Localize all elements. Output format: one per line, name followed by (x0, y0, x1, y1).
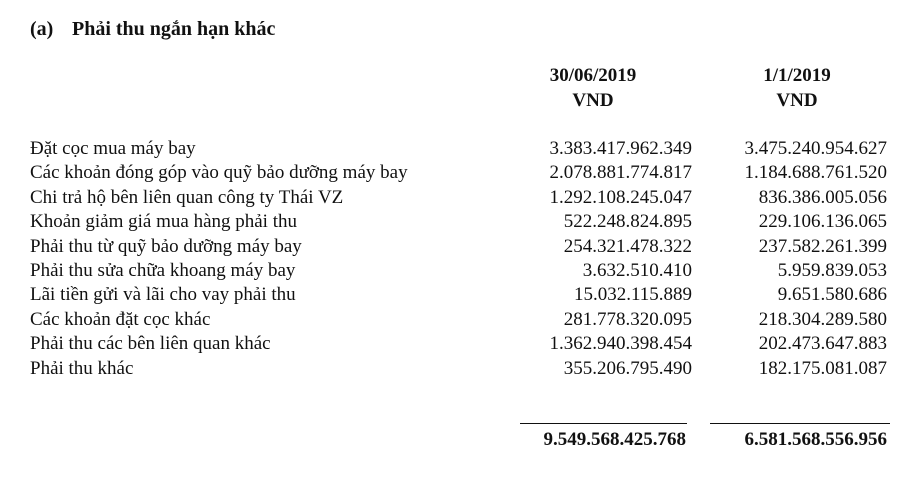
row-value-prior: 5.959.839.053 (777, 259, 887, 281)
column-header-current (508, 63, 678, 113)
table-row (30, 283, 890, 307)
row-value-prior: 237.582.261.399 (758, 235, 887, 257)
table-row (30, 210, 890, 234)
table-row (30, 161, 890, 185)
total-rule-current (520, 423, 687, 424)
row-value-current: 2.078.881.774.817 (549, 162, 692, 184)
row-label: Phải thu các bên liên quan khác (30, 333, 271, 355)
column-unit: VND (572, 90, 614, 111)
row-value-prior: 218.304.289.580 (758, 308, 887, 330)
row-value-prior: 9.651.580.686 (777, 284, 887, 306)
row-value-current: 1.292.108.245.047 (549, 186, 692, 208)
row-value-prior: 3.475.240.954.627 (744, 138, 887, 159)
row-value-prior: 202.473.647.883 (758, 333, 887, 355)
table-row (30, 186, 890, 210)
row-label: Phải thu từ quỹ bảo dưỡng máy bay (30, 235, 302, 257)
row-value-current: 15.032.115.889 (573, 284, 692, 306)
table-row (30, 259, 890, 283)
total-value-current: 9.549.568.425.768 (543, 429, 686, 450)
row-label: Khoản giảm giá mua hàng phải thu (30, 211, 297, 233)
table-row (30, 308, 890, 332)
column-date: 1/1/2019 (763, 65, 831, 86)
column-unit: VND (776, 90, 818, 111)
row-label: Chi trả hộ bên liên quan công ty Thái VZ (30, 186, 344, 208)
row-value-current: 281.778.320.095 (563, 308, 692, 330)
table-row (30, 357, 890, 381)
section-title-text: Phải thu ngắn hạn khác (72, 18, 276, 40)
row-value-prior: 836.386.005.056 (758, 186, 887, 208)
section-title (30, 18, 275, 41)
row-label: Các khoản đặt cọc khác (30, 308, 211, 330)
row-label: Phải thu khác (30, 357, 134, 379)
table-row (30, 137, 890, 161)
row-value-current: 522.248.824.895 (563, 211, 692, 233)
table-row (30, 332, 890, 356)
row-label: Lãi tiền gửi và lãi cho vay phải thu (30, 284, 296, 306)
row-value-current: 3.383.417.962.349 (549, 138, 692, 159)
total-value-prior: 6.581.568.556.956 (744, 429, 887, 450)
row-label: Phải thu sửa chữa khoang máy bay (30, 259, 296, 281)
row-value-current: 355.206.795.490 (563, 357, 692, 379)
row-label: Đặt cọc mua máy bay (30, 138, 196, 159)
column-date: 30/06/2019 (549, 65, 637, 86)
row-value-prior: 182.175.081.087 (758, 357, 887, 379)
row-value-prior: 229.106.136.065 (758, 211, 887, 233)
row-value-current: 1.362.940.398.454 (549, 333, 692, 355)
total-rule-prior (710, 423, 890, 424)
row-value-prior: 1.184.688.761.520 (744, 162, 887, 184)
table-row (30, 235, 890, 259)
section-number: (a) (30, 18, 54, 40)
column-header-prior (712, 63, 882, 113)
row-value-current: 254.321.478.322 (563, 235, 692, 257)
row-value-current: 3.632.510.410 (582, 259, 692, 281)
row-label: Các khoản đóng góp vào quỹ bảo dưỡng máy bay (30, 162, 408, 184)
receivables-table (30, 137, 890, 381)
